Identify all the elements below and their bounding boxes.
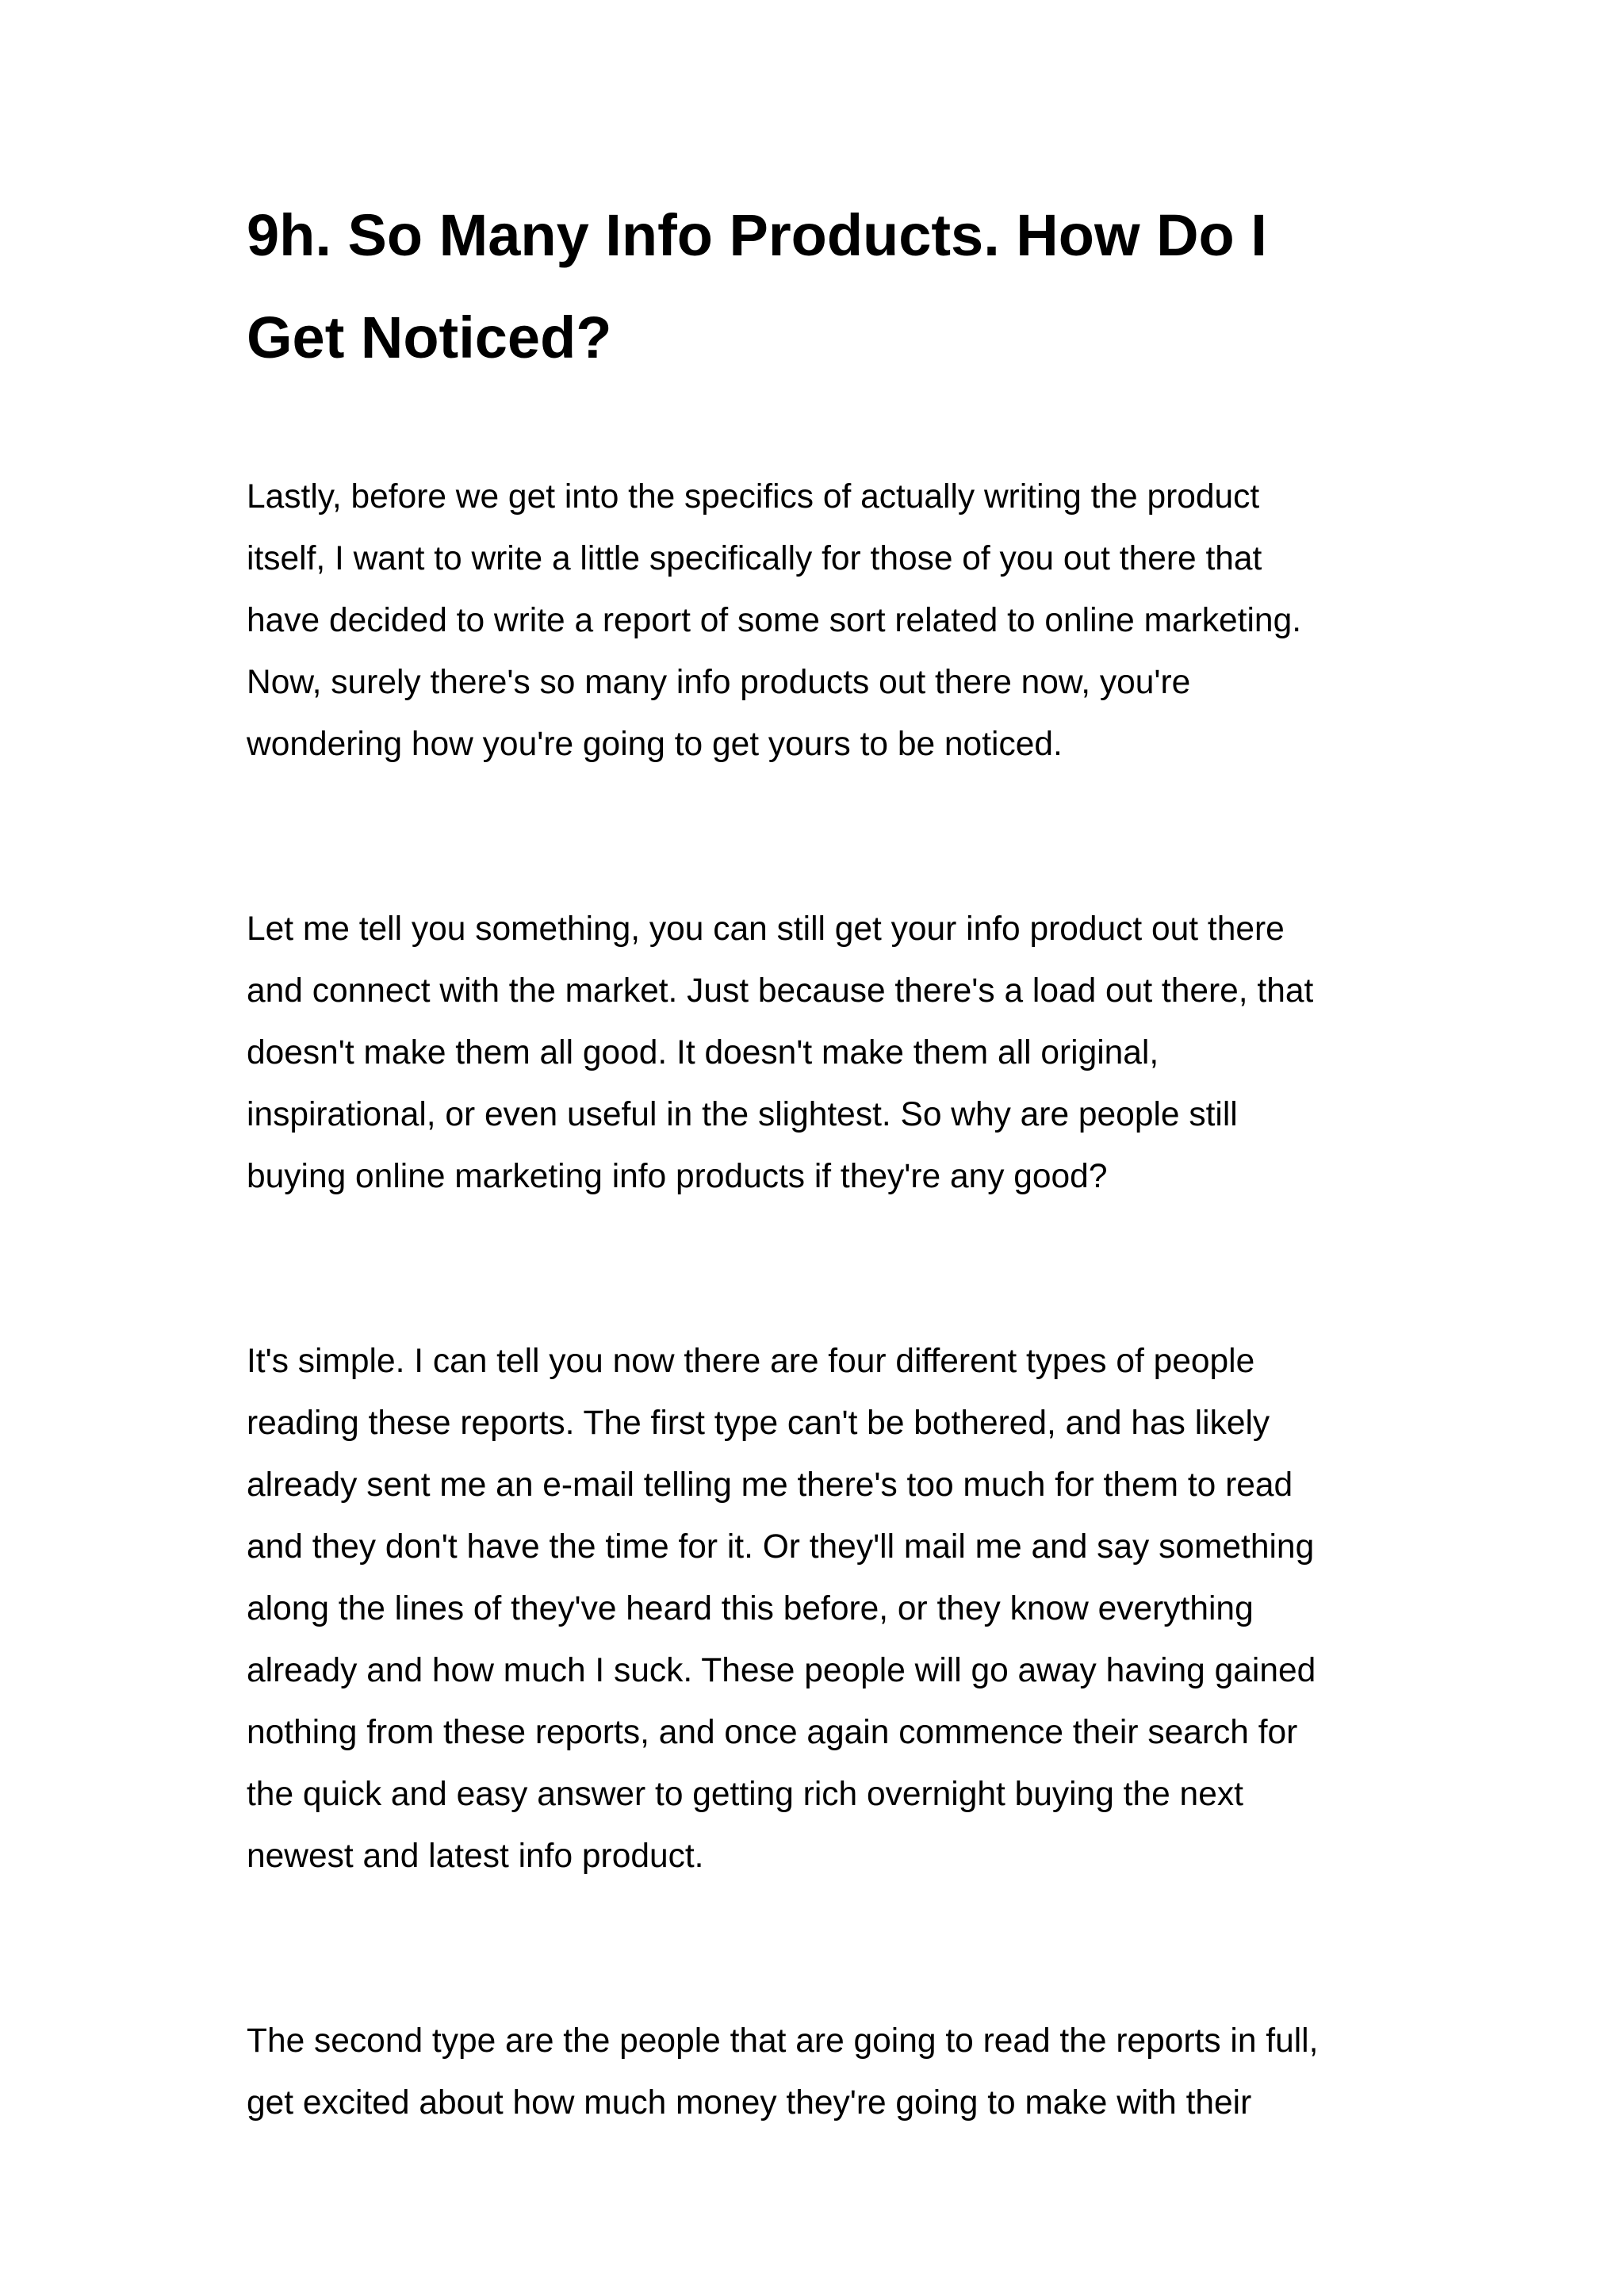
text-line: newest and latest info product. [247, 1838, 704, 1875]
text-line: The second type are the people that are going to read the reports in full, [247, 2022, 1319, 2060]
text-line: have decided to write a report of some sort related to online marketing. [247, 602, 1302, 639]
text-line: and connect with the market. Just because there's a load out there, that [247, 972, 1314, 1010]
paragraph [247, 2010, 1388, 2134]
text-line: reading these reports. The first type can't be bothered, and has likely [247, 1405, 1270, 1442]
paragraph [247, 1331, 1388, 1888]
document-body [247, 184, 1388, 2134]
text-line: get excited about how much money they're going to make with their [247, 2084, 1252, 2122]
text-line: It's simple. I can tell you now there are four different types of people [247, 1343, 1255, 1380]
title-line: 9h. So Many Info Products. How Do I [247, 202, 1267, 268]
text-line: Now, surely there's so many info products out there now, you're [247, 664, 1191, 701]
text-line: already sent me an e-mail telling me there's too much for them to read [247, 1466, 1293, 1504]
text-line: doesn't make them all good. It doesn't make them all original, [247, 1034, 1159, 1071]
title-line: Get Noticed? [247, 305, 612, 370]
text-line: along the lines of they've heard this before, or they know everything [247, 1590, 1254, 1627]
text-line: already and how much I suck. These people will go away having gained [247, 1652, 1316, 1689]
text-line: the quick and easy answer to getting rich overnight buying the next [247, 1776, 1243, 1813]
text-line: nothing from these reports, and once again commence their search for [247, 1714, 1298, 1751]
section-title [247, 184, 1388, 389]
text-line: buying online marketing info products if they're any good? [247, 1158, 1108, 1195]
text-line: itself, I want to write a little specifically for those of you out there that [247, 540, 1262, 577]
paragraph [247, 899, 1388, 1208]
text-line: and they don't have the time for it. Or they'll mail me and say something [247, 1528, 1315, 1566]
paragraph [247, 466, 1388, 776]
text-line: Let me tell you something, you can still get your info product out there [247, 910, 1285, 948]
text-line: wondering how you're going to get yours to be noticed. [247, 726, 1063, 763]
text-line: inspirational, or even useful in the slightest. So why are people still [247, 1096, 1238, 1133]
text-line: Lastly, before we get into the specifics of actually writing the product [247, 478, 1260, 516]
